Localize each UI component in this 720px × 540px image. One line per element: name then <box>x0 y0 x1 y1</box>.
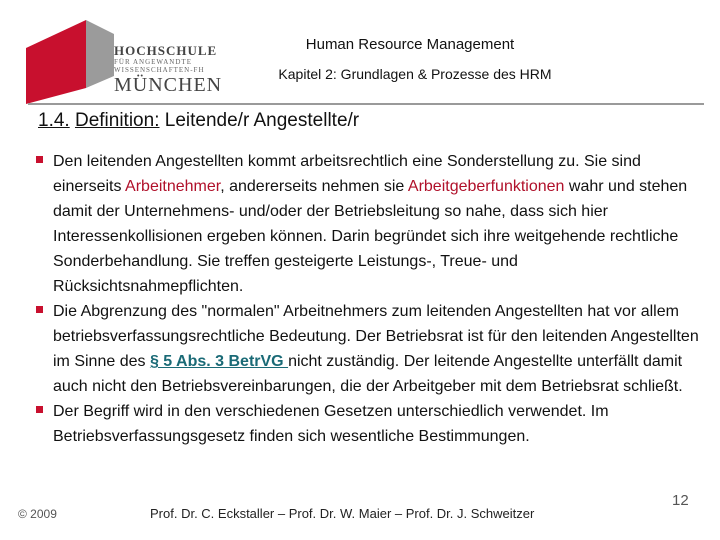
copyright: © 2009 <box>18 507 57 521</box>
bullet-text: wahr und stehen damit der Unternehmens- und/oder der Betriebsleitung so nahe, dass sich hier Interessenkollisionen ergeben können. Darin begründet sich ihre weitgehende rechtliche Sonderbehandlung. Sie treffen gesteigerte Leistungs-, Treue- und Rücksichtsnahmepflichten. <box>53 178 688 295</box>
section-label: Definition: <box>74 110 160 131</box>
logo-line-1: HOCHSCHULE <box>114 43 218 58</box>
section-heading <box>38 110 359 132</box>
bullet-square-icon <box>36 156 43 163</box>
bullet-square-icon <box>36 306 43 313</box>
bullet-text: Den leitenden Angestellten kommt arbeitsrechtlich eine Sonderstellung zu. Sie sind einerseits <box>53 153 641 195</box>
page-number: 12 <box>672 492 689 509</box>
bullet-text: , andererseits nehmen sie <box>220 178 408 195</box>
law-reference-link[interactable]: § 5 Abs. 3 BetrVG <box>149 353 289 370</box>
header-divider <box>28 103 704 105</box>
bullet-text: nicht zuständig. Der leitende Angestellte unterfällt damit auch nicht den Betriebsvereinbarungen, die der Arbeitgeber mit dem Betriebsrat schließt. <box>53 353 683 395</box>
logo-wordmark <box>114 44 222 96</box>
logo-line-3: WISSENSCHAFTEN-FH <box>114 66 205 74</box>
highlight-term: Arbeitnehmer <box>125 178 221 195</box>
bullet-square-icon <box>36 406 43 413</box>
university-logo <box>22 16 223 106</box>
bullet-item <box>36 149 708 299</box>
chapter-title: Kapitel 2: Grundlagen & Prozesse des HRM <box>278 66 552 82</box>
bullet-item <box>36 399 708 449</box>
course-title: Human Resource Management <box>305 36 515 53</box>
logo-line-4: MÜNCHEN <box>114 74 223 96</box>
bullet-text: Der Begriff wird in den verschiedenen Gesetzen unterschiedlich verwendet. Im Betriebsverfassungsgesetz finden sich wesentliche Bestimmungen. <box>53 403 609 445</box>
logo-line-2: FÜR ANGEWANDTE <box>114 58 192 66</box>
section-number: 1.4. <box>38 110 70 131</box>
section-title: Leitende/r Angestellte/r <box>164 110 360 131</box>
bullet-text: Die Abgrenzung des "normalen" Arbeitnehmers zum leitenden Angestellten hat vor allem betriebsverfassungsrechtliche Bedeutung. Der Betriebsrat ist für den leitenden Angestellten im Sinne des <box>53 303 699 370</box>
highlight-term: Arbeitgeberfunktionen <box>407 178 565 195</box>
footer-authors: Prof. Dr. C. Eckstaller – Prof. Dr. W. Maier – Prof. Dr. J. Schweitzer <box>150 506 535 521</box>
slide-body <box>36 149 708 449</box>
bullet-item <box>36 299 708 399</box>
